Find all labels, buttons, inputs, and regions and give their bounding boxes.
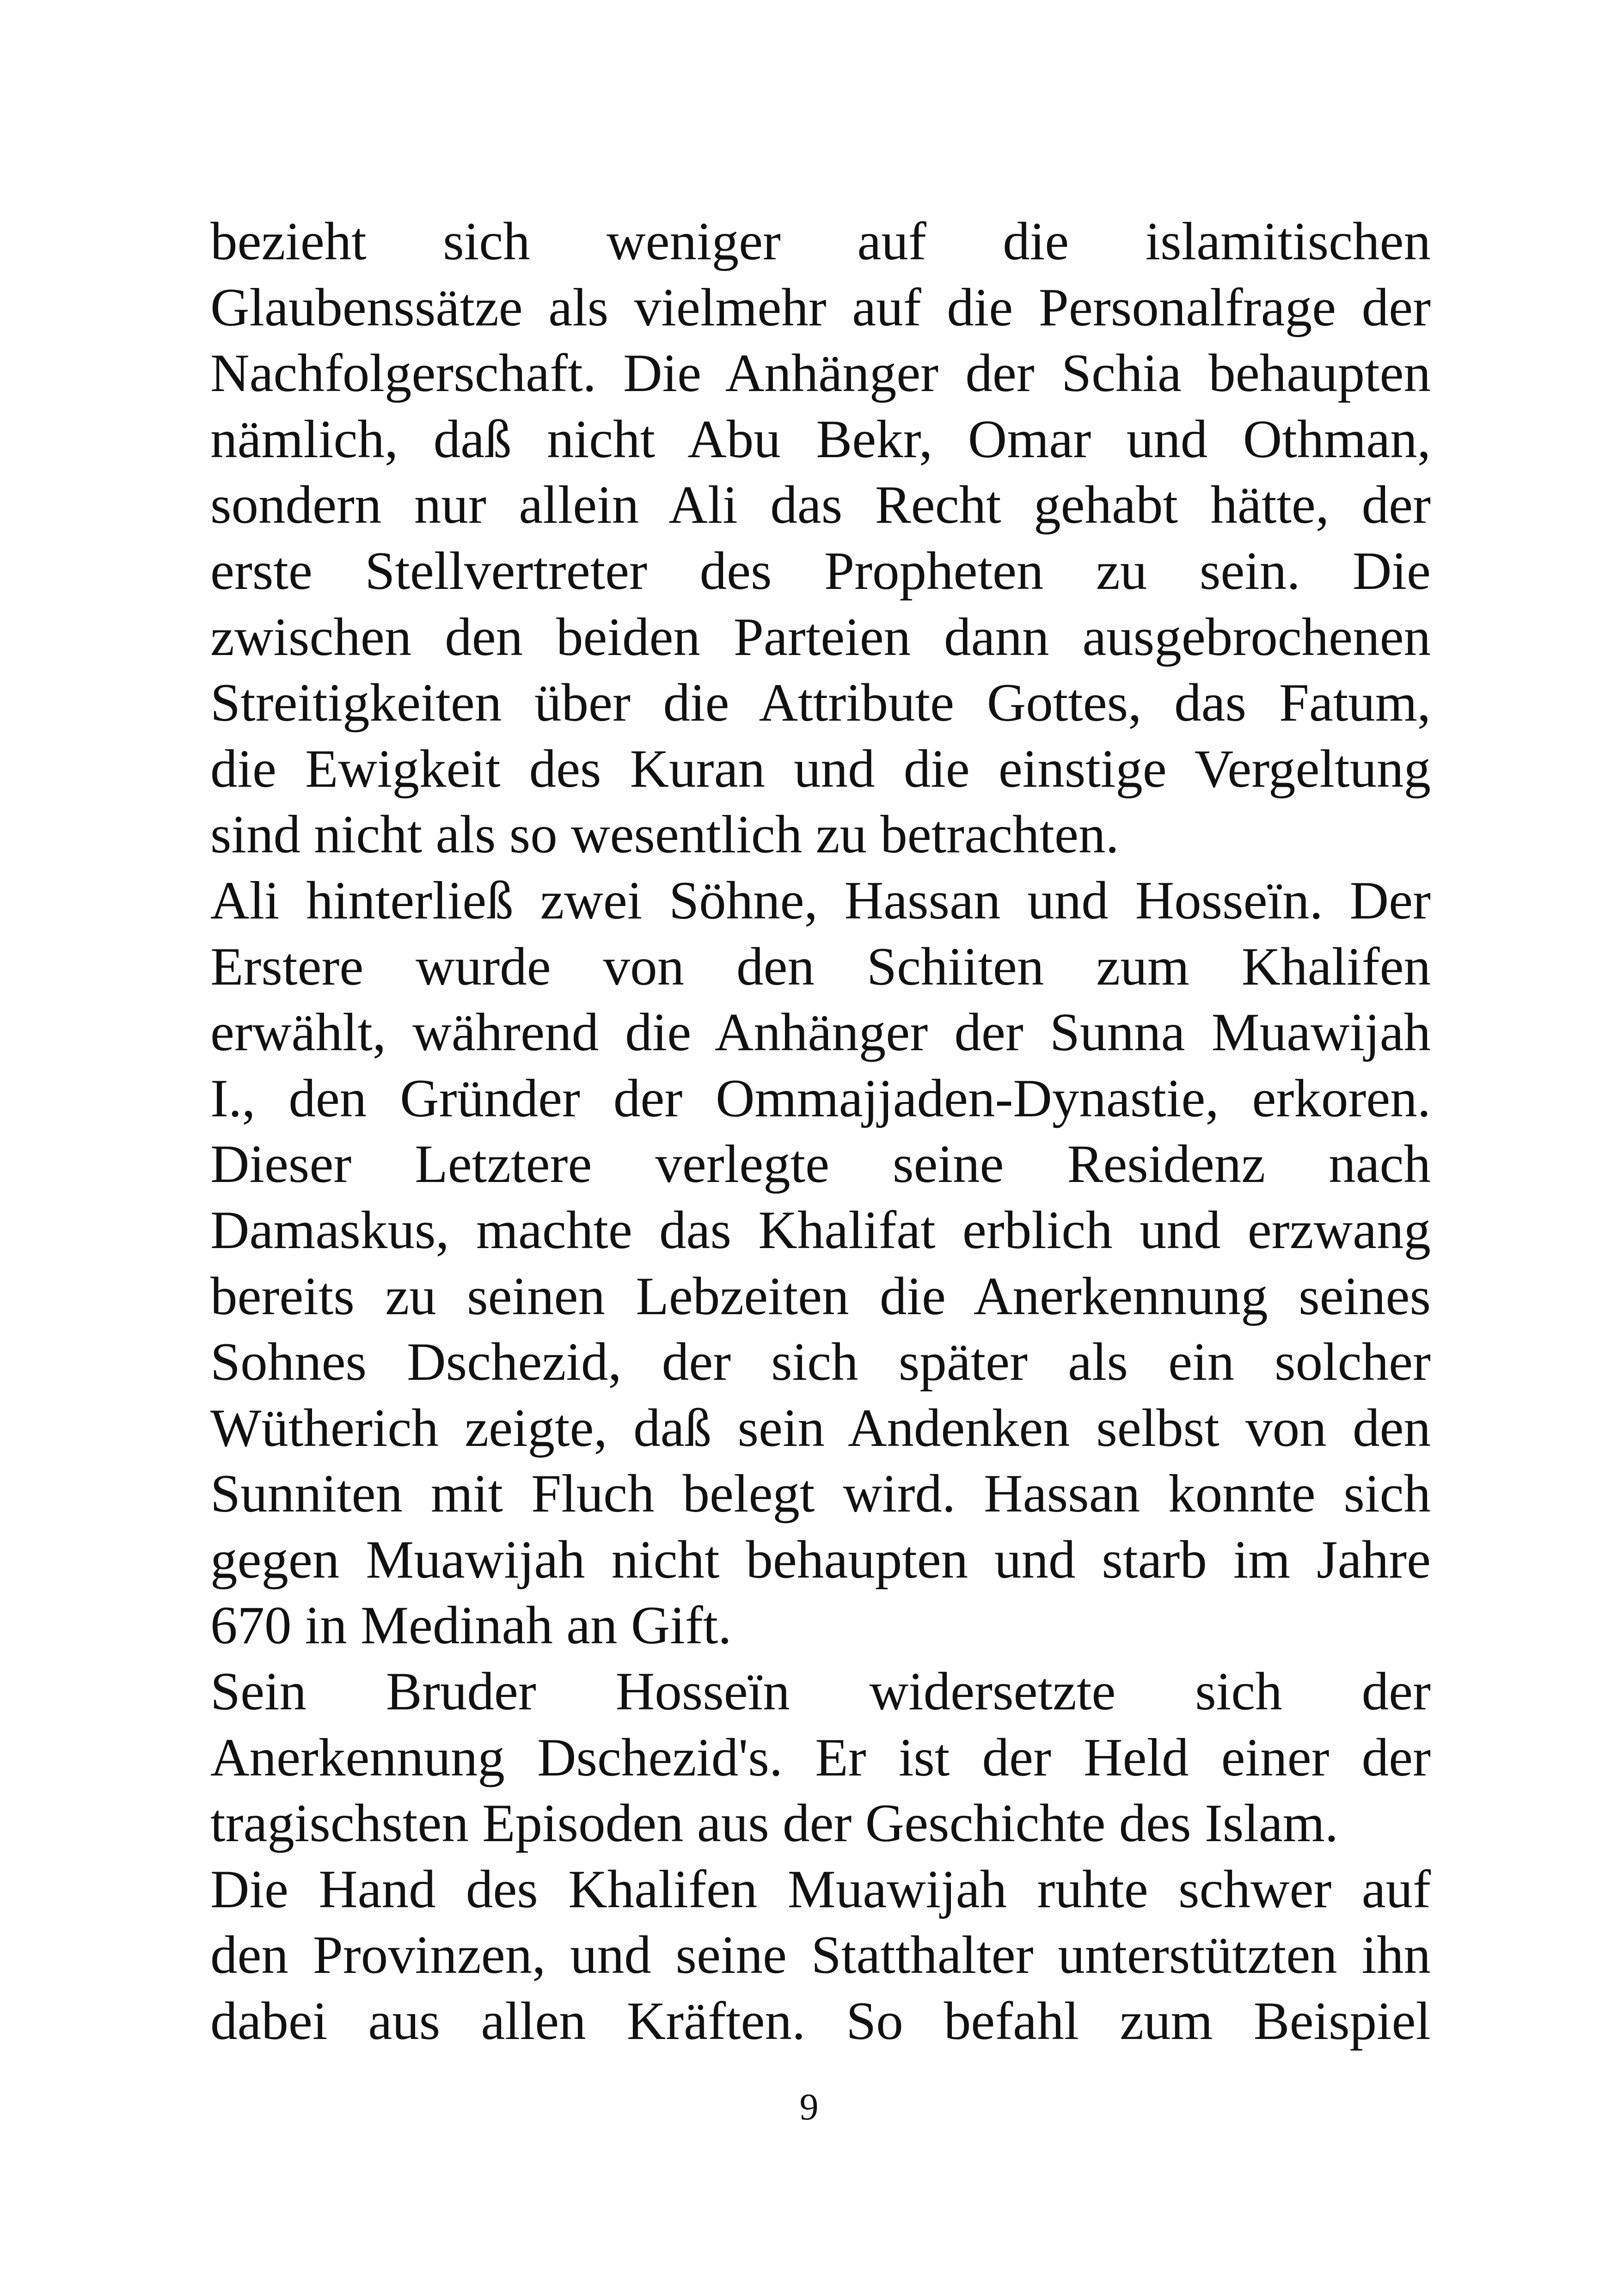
text-line: nämlich, daß nicht Abu Bekr, Omar und Othman, (210, 409, 1431, 469)
text-line: sondern nur allein Ali das Recht gehabt hätte, der (210, 475, 1431, 535)
text-line: I., den Gründer der Ommajjaden-Dynastie, erkoren. (210, 1068, 1431, 1128)
text-line: Sohnes Dschezid, der sich später als ein solcher (210, 1332, 1431, 1392)
text-line: erste Stellvertreter des Propheten zu sein. Die (210, 541, 1431, 601)
text-line: den Provinzen, und seine Statthalter unterstützten ihn (210, 1925, 1431, 1985)
text-line: 670 in Medinah an Gift. (210, 1596, 732, 1656)
text-line: Erstere wurde von den Schiiten zum Khalifen (210, 937, 1431, 997)
text-line: Anerkennung Dschezid's. Er ist der Held einer der (210, 1727, 1431, 1788)
text-line: Ali hinterließ zwei Söhne, Hassan und Hosseïn. Der (210, 870, 1431, 931)
text-line: Dieser Letztere verlegte seine Residenz nach (210, 1134, 1431, 1194)
text-line: zwischen den beiden Parteien dann ausgebrochenen (210, 607, 1431, 667)
text-line: Wütherich zeigte, daß sein Andenken selbst von den (210, 1398, 1431, 1458)
text-line: sind nicht als so wesentlich zu betrachten. (210, 805, 1119, 865)
text-line: tragischsten Episoden aus der Geschichte des Islam. (210, 1794, 1339, 1854)
text-line: dabei aus allen Kräften. So befahl zum Beispiel (210, 1991, 1431, 2051)
text-line: Nachfolgerschaft. Die Anhänger der Schia behaupten (210, 343, 1431, 404)
text-line: gegen Muawijah nicht behaupten und starb im Jahre (210, 1530, 1431, 1590)
text-line: erwählt, während die Anhänger der Sunna Muawijah (210, 1003, 1431, 1063)
text-line: Damaskus, machte das Khalifat erblich und erzwang (210, 1200, 1431, 1260)
text-line: Die Hand des Khalifen Muawijah ruhte schwer auf (210, 1859, 1431, 1919)
text-line: Glaubenssätze als vielmehr auf die Personalfrage der (210, 277, 1431, 337)
text-line: bereits zu seinen Lebzeiten die Anerkennung seines (210, 1266, 1431, 1326)
page-number: 9 (799, 2086, 819, 2128)
text-line: Sunniten mit Fluch belegt wird. Hassan konnte sich (210, 1464, 1431, 1524)
text-line: Streitigkeiten über die Attribute Gottes, das Fatum, (210, 673, 1431, 733)
text-line: die Ewigkeit des Kuran und die einstige Vergeltung (210, 739, 1431, 799)
text-line: Sein Bruder Hosseïn widersetzte sich der (210, 1662, 1431, 1722)
body-text (210, 209, 1431, 2055)
text-line: bezieht sich weniger auf die islamitischen (210, 212, 1431, 271)
